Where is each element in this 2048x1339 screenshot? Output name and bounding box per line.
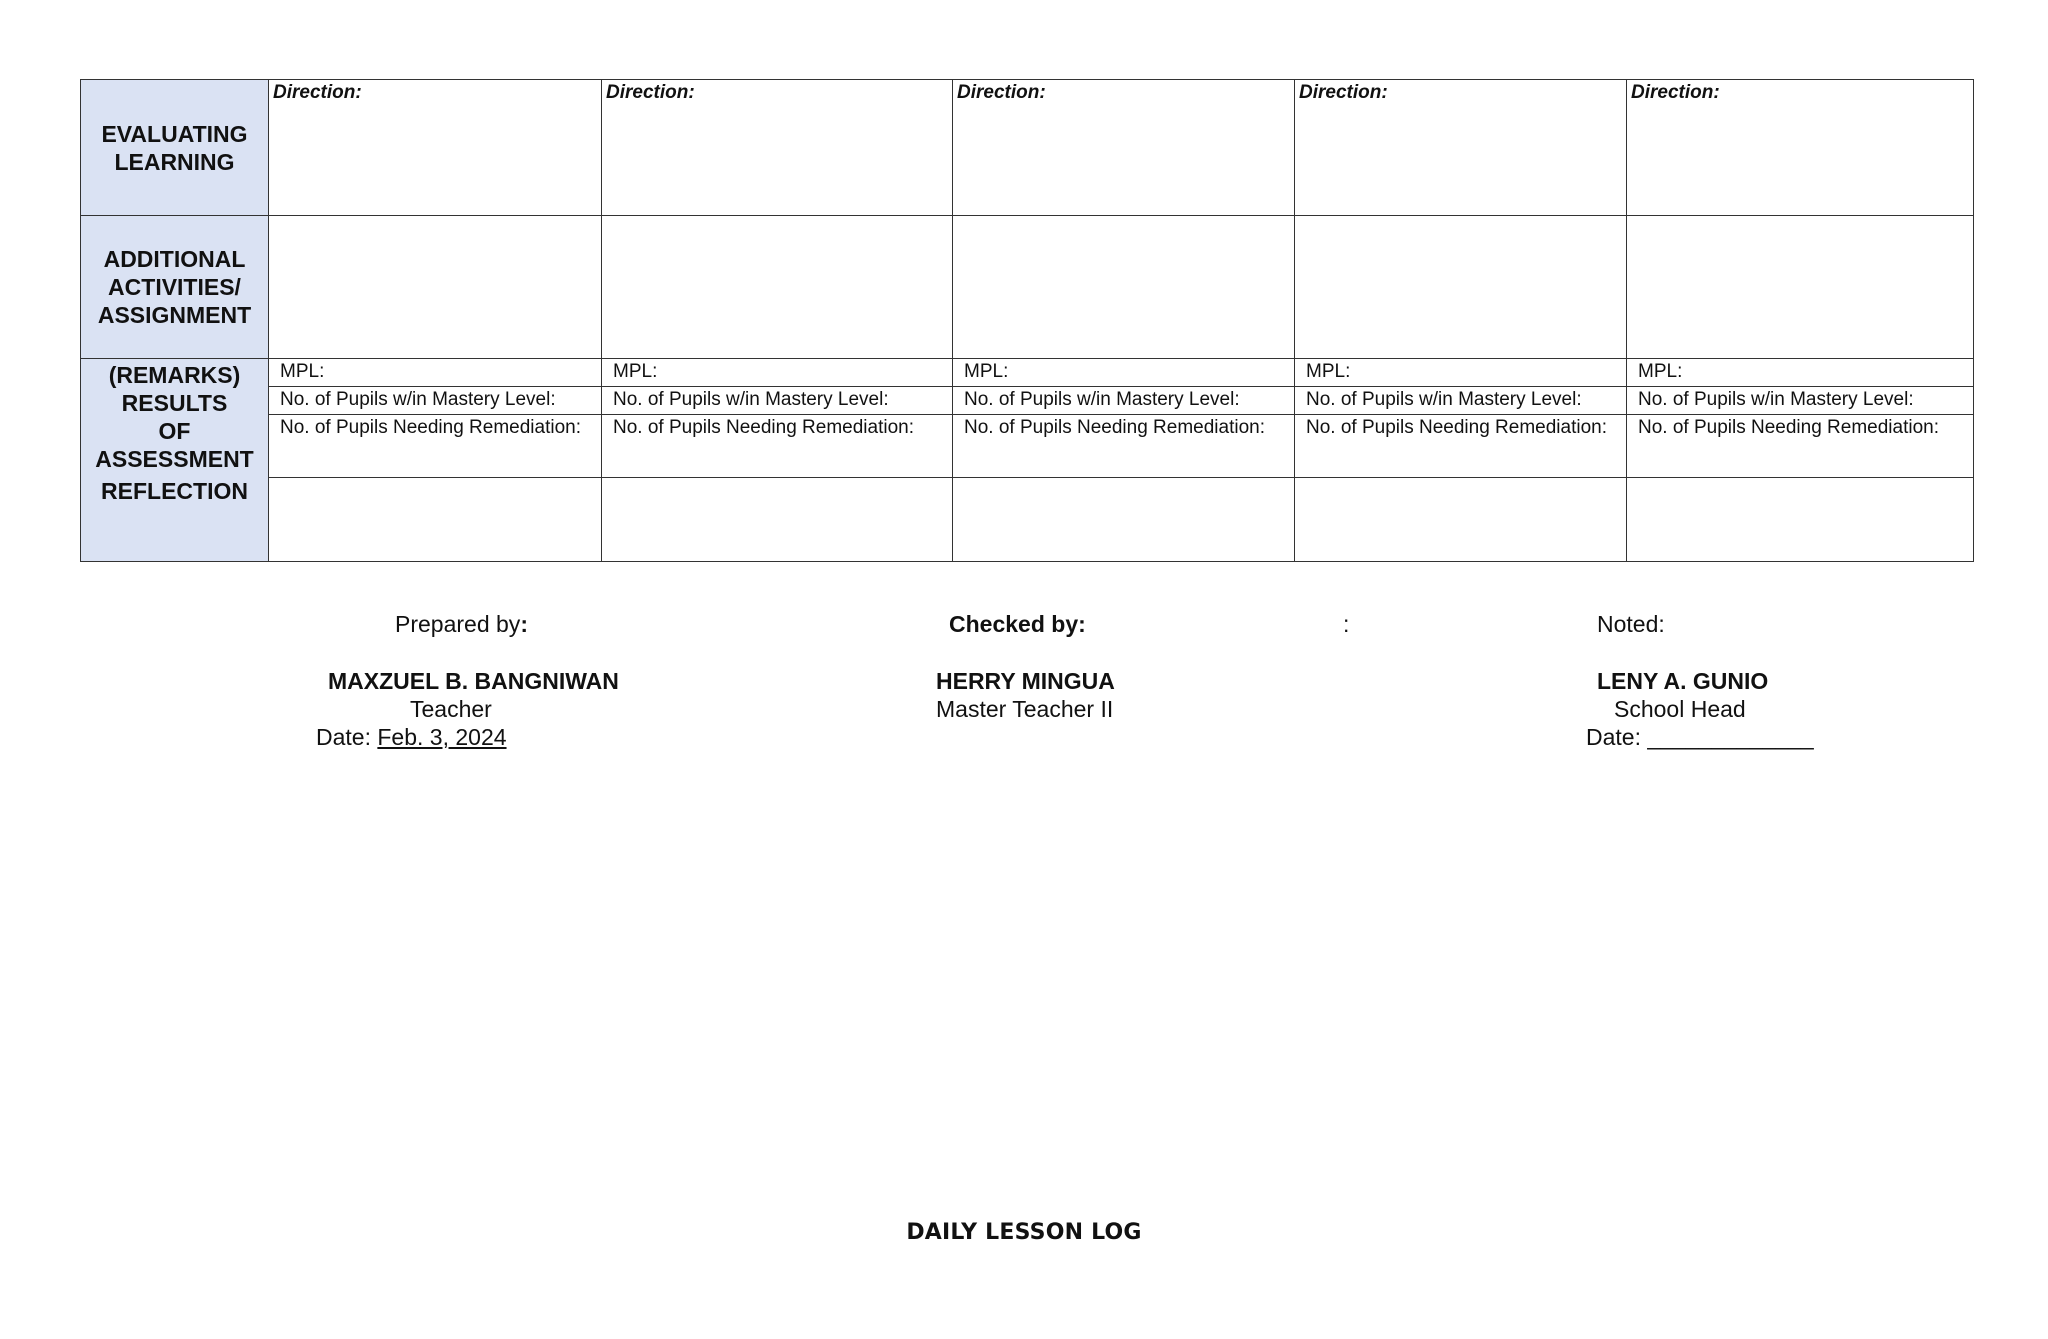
additional-cell-2[interactable]: [602, 216, 953, 359]
checked-by-role: Master Teacher II: [936, 696, 1114, 722]
row-reflection: [81, 477, 1974, 561]
additional-cell-4[interactable]: [1295, 216, 1627, 359]
row-label-reflection: REFLECTION: [81, 477, 269, 561]
mpl-cell-5[interactable]: MPL:: [1627, 359, 1974, 387]
noted-role: School Head: [1614, 696, 1746, 722]
mastery-cell-1[interactable]: No. of Pupils w/in Mastery Level:: [269, 386, 602, 414]
remediation-cell-3[interactable]: No. of Pupils Needing Remediation:: [953, 414, 1295, 477]
checked-by-name: HERRY MINGUA: [936, 668, 1115, 694]
remediation-cell-2[interactable]: No. of Pupils Needing Remediation:: [602, 414, 953, 477]
prepared-date-value: Feb. 3, 2024: [377, 724, 507, 750]
row-label-remarks: (REMARKS) RESULTS OF ASSESSMENT: [81, 359, 269, 478]
direction-cell-5[interactable]: Direction:: [1627, 80, 1974, 216]
prepared-by-role: Teacher: [410, 696, 492, 722]
remediation-cell-5[interactable]: No. of Pupils Needing Remediation:: [1627, 414, 1974, 477]
reflection-cell-5[interactable]: [1627, 477, 1974, 561]
row-evaluating-learning: [81, 80, 1974, 216]
document-title: DAILY LESSON LOG: [906, 1220, 1142, 1245]
remediation-cell-1[interactable]: No. of Pupils Needing Remediation:: [269, 414, 602, 477]
mastery-cell-4[interactable]: No. of Pupils w/in Mastery Level:: [1295, 386, 1627, 414]
row-mastery-level: [81, 386, 1974, 414]
additional-cell-5[interactable]: [1627, 216, 1974, 359]
prepared-by-label: Prepared by:: [395, 611, 528, 637]
noted-label: Noted:: [1597, 611, 1665, 637]
prepared-date: Date: Feb. 3, 2024: [316, 724, 507, 750]
mastery-cell-3[interactable]: No. of Pupils w/in Mastery Level:: [953, 386, 1295, 414]
prepared-by-name: MAXZUEL B. BANGNIWAN: [328, 668, 619, 694]
row-mpl: [81, 359, 1974, 387]
noted-date-value: _____________: [1647, 724, 1814, 750]
mpl-cell-3[interactable]: MPL:: [953, 359, 1295, 387]
mastery-cell-2[interactable]: No. of Pupils w/in Mastery Level:: [602, 386, 953, 414]
reflection-cell-4[interactable]: [1295, 477, 1627, 561]
mpl-cell-1[interactable]: MPL:: [269, 359, 602, 387]
additional-cell-1[interactable]: [269, 216, 602, 359]
direction-cell-4[interactable]: Direction:: [1295, 80, 1627, 216]
checked-by-label: Checked by:: [949, 611, 1086, 637]
reflection-cell-2[interactable]: [602, 477, 953, 561]
mpl-cell-4[interactable]: MPL:: [1295, 359, 1627, 387]
mastery-cell-5[interactable]: No. of Pupils w/in Mastery Level:: [1627, 386, 1974, 414]
reflection-cell-1[interactable]: [269, 477, 602, 561]
noted-date: Date: _____________: [1586, 724, 1814, 750]
mpl-cell-2[interactable]: MPL:: [602, 359, 953, 387]
row-additional-activities: [81, 216, 1974, 359]
noted-name: LENY A. GUNIO: [1597, 668, 1769, 694]
row-label-additional-activities: ADDITIONAL ACTIVITIES/ ASSIGNMENT: [81, 216, 269, 359]
row-label-evaluating-learning: EVALUATING LEARNING: [81, 80, 269, 216]
additional-cell-3[interactable]: [953, 216, 1295, 359]
remediation-cell-4[interactable]: No. of Pupils Needing Remediation:: [1295, 414, 1627, 477]
stray-colon: :: [1343, 611, 1350, 637]
lesson-log-table: [80, 79, 1973, 562]
direction-cell-1[interactable]: Direction:: [269, 80, 602, 216]
reflection-cell-3[interactable]: [953, 477, 1295, 561]
direction-cell-2[interactable]: Direction:: [602, 80, 953, 216]
direction-cell-3[interactable]: Direction:: [953, 80, 1295, 216]
row-remediation: [81, 414, 1974, 477]
